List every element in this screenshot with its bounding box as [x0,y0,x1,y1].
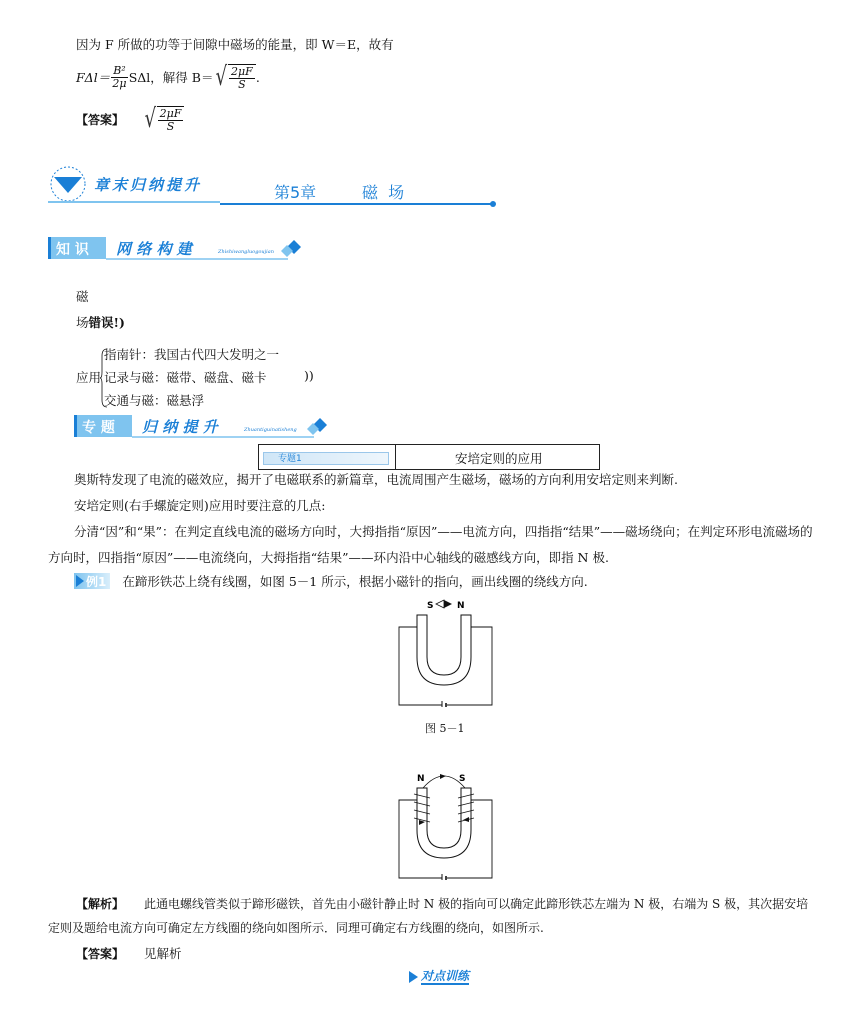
topic-box-divider [395,445,396,469]
application-close-paren: )) [304,368,314,383]
derivation-line: 因为 F 所做的功等于间隙中磁场的能量，即 W＝E，故有 [76,37,394,52]
example-arrow-icon [76,575,84,587]
network-line1: 磁 [76,289,89,304]
fig1-u-core [417,615,471,685]
footer-practice-tag: 对点训练 [409,968,469,986]
chapter-banner [48,164,498,209]
section-header-topic [74,413,334,439]
topic-tag: 专题1 [263,452,389,465]
chapter-banner-title: 章末归纳提升 [94,176,203,194]
figure-5-1 [397,597,497,707]
analysis-text: 此通电螺线管类似于蹄形磁铁，首先由小磁针静止时 N 极的指向可以确定此蹄形铁芯左端为 N 极，右端为 S 极，其次据安培定则及题给电流方向可确定左方线圈的绕向如图所示．同理可确定右方线圈的绕向，如图所示. [48,897,809,935]
figure-5-1-caption: 图 5－1 [425,722,465,735]
fig2-right-coil [458,794,474,822]
analysis-answer-row: 【答案】 见解析 [76,946,182,961]
section-pinyin: Zhishiwangluogoujian [218,249,274,255]
fig1-circuit [399,627,492,705]
application-item-1: 指南针：我国古代四大发明之一 [104,347,280,362]
footer-arrow-icon [409,971,419,983]
fig1-needle-s-label: S [427,601,434,611]
answer-row: 【答案】 √ $\frac{2\mu F}{S}$ [76,102,184,136]
network-line2: 场错误!) [76,315,125,330]
example-row: 例1 在蹄形铁芯上绕有线圈，如图 5－1 所示，根据小磁针的指向，画出线圈的绕线方向. [74,570,588,592]
fig2-left-coil [414,794,430,822]
example-tag: 例1 [74,573,110,589]
fig2-n-label: N [417,774,425,784]
application-label: 应用 [76,370,102,385]
sqrt-expression: √ $\frac{2\mu F}{S}$ [213,64,255,91]
derivation-equation: FΔl＝ $\frac{\text{B²}}{2\mu}$ SΔl，解得 B＝ √ $\frac{2\mu F}{S}$ . [76,62,260,92]
chapter-subject: 磁 场 [362,183,405,202]
paragraph-cause-effect: 分清“因”和“果”：在判定直线电流的磁场方向时，大拇指指“原因”——电流方向，四指指“结果”——磁场绕向；在判定环形电流磁场的方向时，四指指“原因”——电流绕向，大拇指指“结果”——环内沿中心轴线的磁感线方向，即指 N 极. [48,524,813,565]
paragraph-ampere-rule: 安培定则(右手螺旋定则)应用时要注意的几点: [74,498,326,513]
fraction-b2-2mu: $\frac{\text{B²}}{2\mu}$ [112,63,127,90]
chapter-number: 第5章 [274,183,317,202]
topic-label-a: 专 题 [82,420,115,436]
analysis-label: 【解析】 [76,897,125,911]
topic-pinyin: Zhuantiguinatisheng [244,427,297,433]
fig2-u-core [417,788,471,858]
answer-sqrt: √ $\frac{2\mu F}{S}$ [142,106,184,133]
fig2-s-label: S [459,774,466,784]
application-item-3: 交通与磁：磁悬浮 [104,393,205,408]
topic-title: 安培定则的应用 [455,451,543,466]
section-header-knowledge [48,235,308,261]
fig1-needle-n [444,600,452,608]
figure-answer [397,770,497,880]
section-label-a: 知 识 [56,242,89,258]
topic-label-b: 归 纳 提 升 [142,418,218,436]
application-item-2: 记录与磁：磁带、磁盘、磁卡 [104,370,267,385]
section-label-b: 网 络 构 建 [116,240,192,258]
fig1-needle-s [436,600,444,608]
fig1-needle-n-label: N [457,601,465,611]
fig2-circuit [399,800,492,878]
analysis-block [48,892,813,940]
paragraph-oersted: 奥斯特发现了电流的磁效应，揭开了电磁联系的新篇章，电流周围产生磁场，磁场的方向利用安培定则来判断. [74,472,678,487]
